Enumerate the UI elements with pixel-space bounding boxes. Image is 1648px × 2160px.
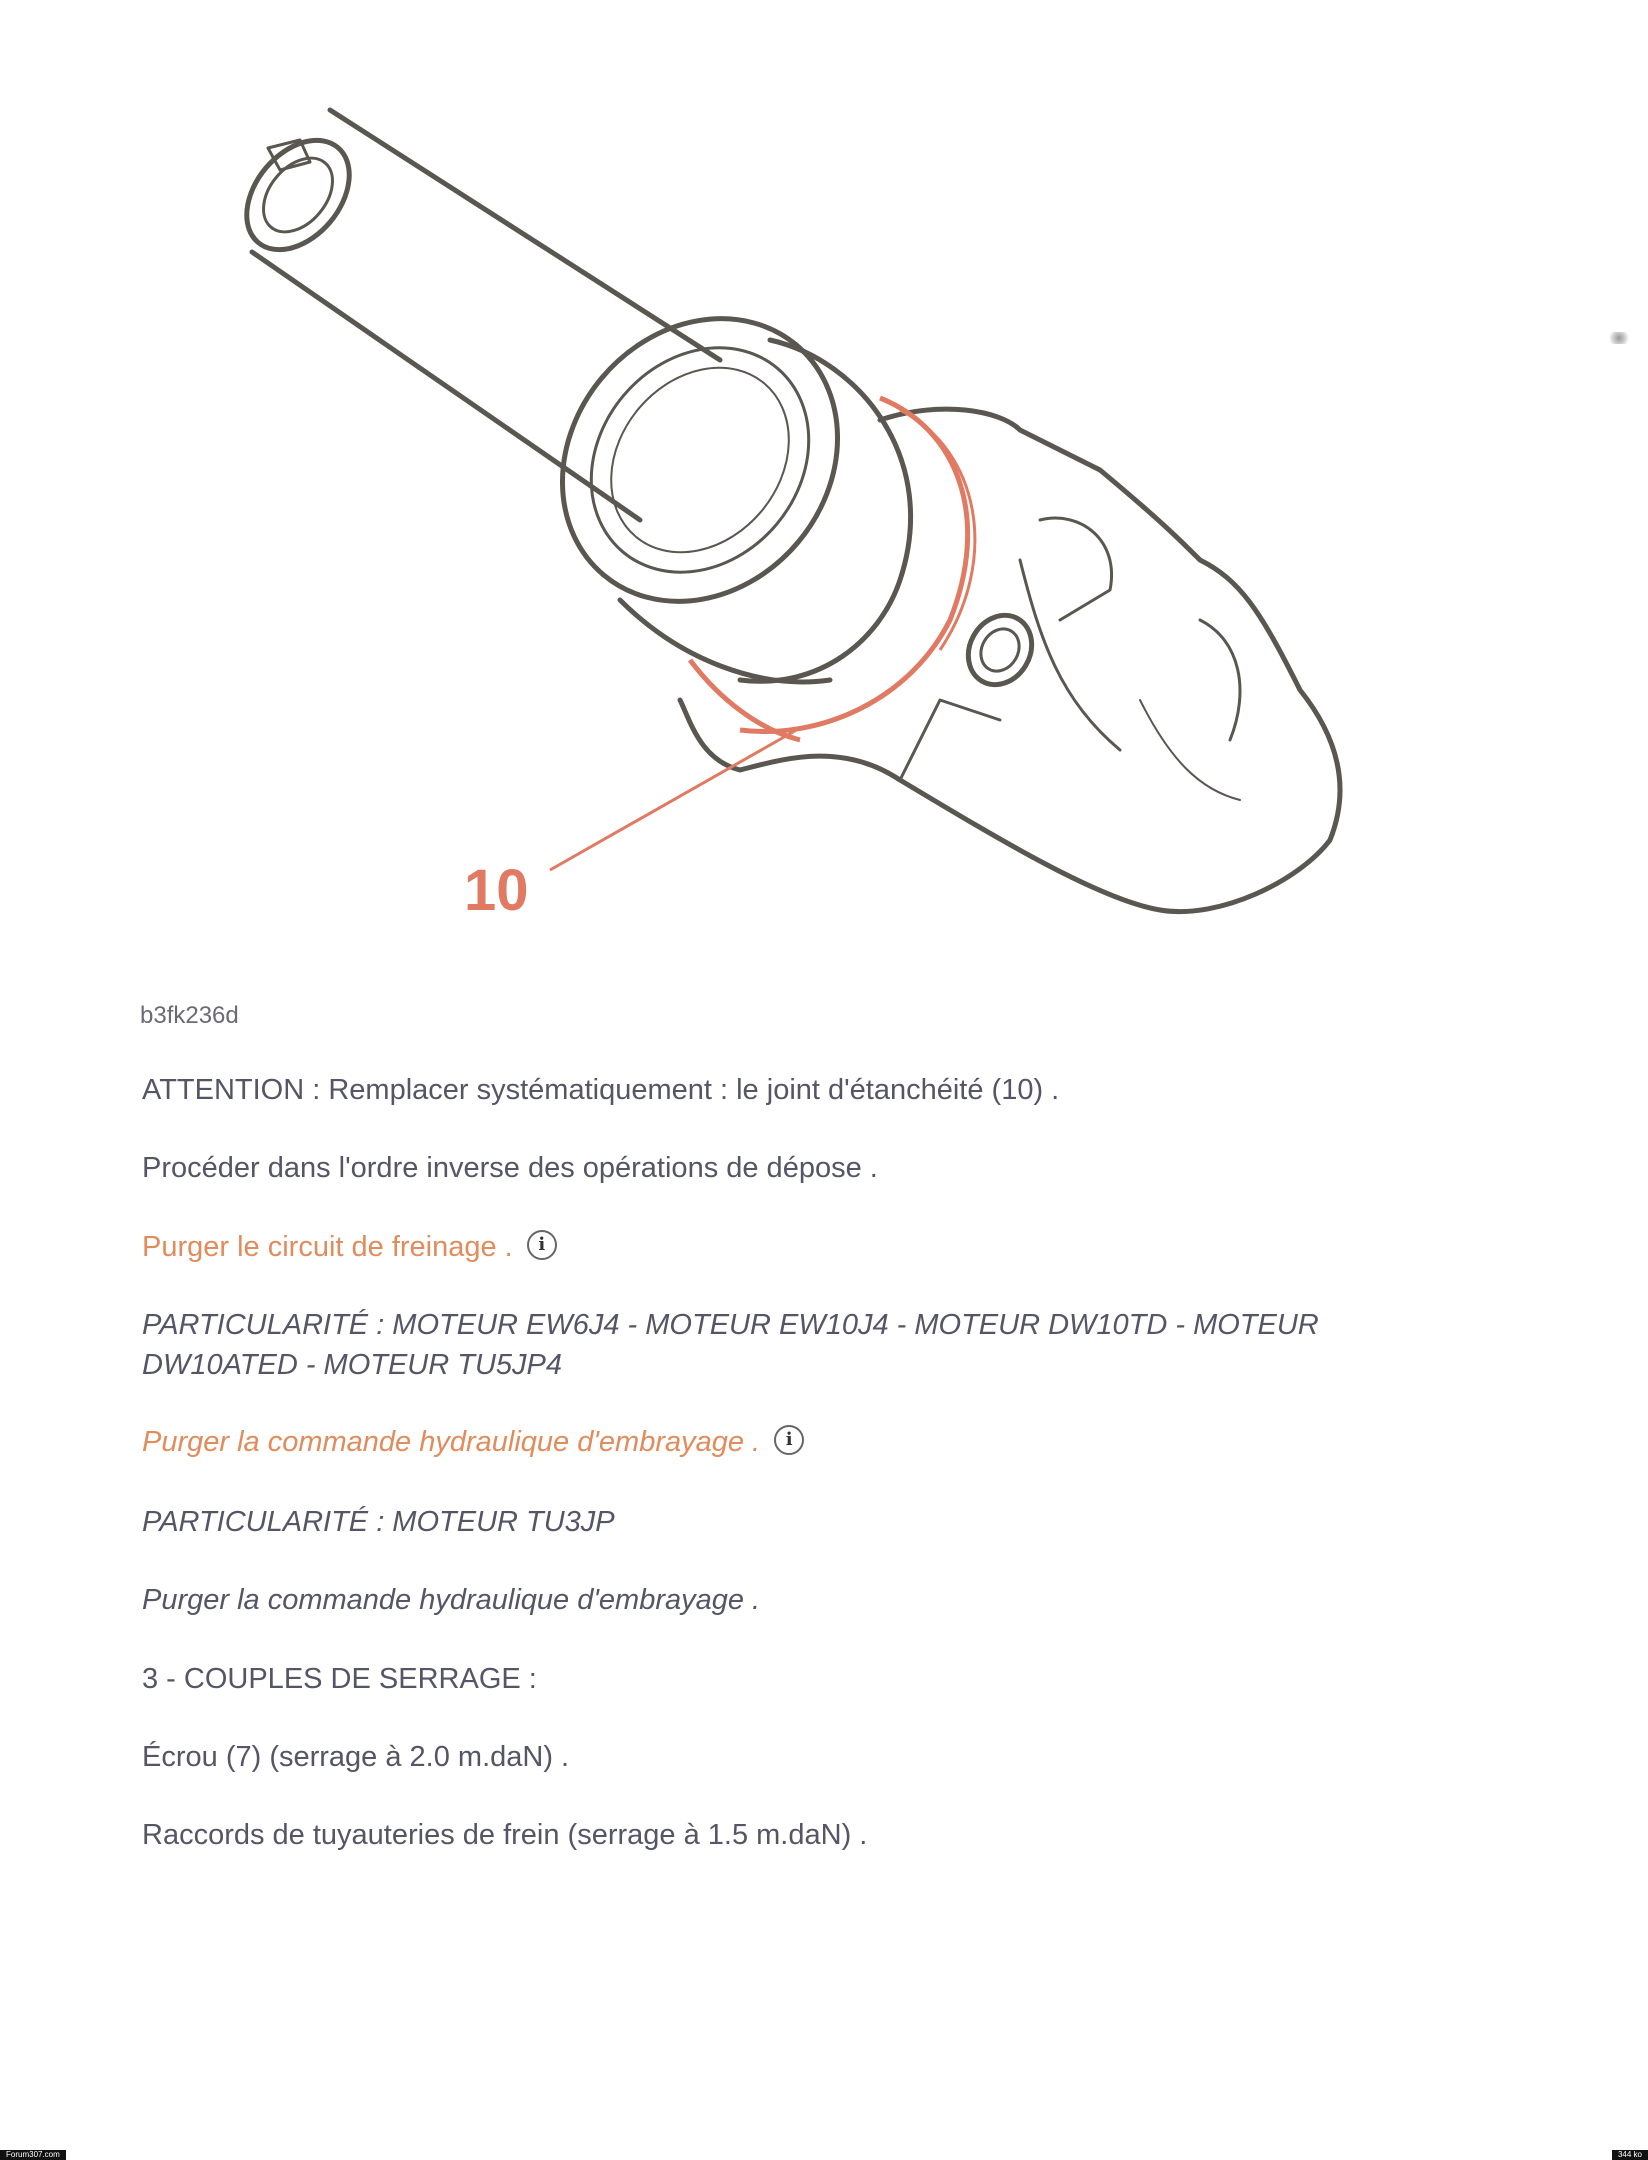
purge-clutch-text: Purger la commande hydraulique d'embrayage . <box>142 1584 761 1616</box>
particularite-heading-1: PARTICULARITÉ : MOTEUR EW6J4 - MOTEUR EW10J4 - MOTEUR DW10TD - MOTEUR <box>142 1309 1319 1341</box>
procedure-text: Procéder dans l'ordre inverse des opérations de dépose . <box>142 1152 878 1184</box>
callout-label-10: 10 <box>464 858 529 923</box>
footer-size-label: 344 ko <box>1612 2150 1648 2160</box>
purge-clutch-row[interactable] <box>142 1422 804 1462</box>
particularite-heading-2: PARTICULARITÉ : MOTEUR TU3JP <box>142 1506 615 1538</box>
torque-section-title: 3 - COUPLES DE SERRAGE : <box>142 1663 537 1695</box>
info-icon[interactable]: i <box>774 1425 804 1455</box>
torque-brake-fittings: Raccords de tuyauteries de frein (serrage à 1.5 m.daN) . <box>142 1819 868 1851</box>
purge-brake-row[interactable] <box>142 1227 557 1267</box>
scan-artifact <box>1606 332 1632 344</box>
info-icon[interactable]: i <box>527 1230 557 1260</box>
purge-brake-link[interactable]: Purger le circuit de freinage . <box>142 1231 513 1263</box>
particularite-heading-1-cont: DW10ATED - MOTEUR TU5JP4 <box>142 1349 563 1381</box>
footer-site-label: Forum307.com <box>0 2150 66 2160</box>
master-cylinder-illustration <box>0 0 1648 960</box>
purge-clutch-link[interactable]: Purger la commande hydraulique d'embrayage . <box>142 1426 761 1458</box>
torque-nut: Écrou (7) (serrage à 2.0 m.daN) . <box>142 1741 570 1773</box>
figure-reference-code: b3fk236d <box>140 1002 239 1029</box>
attention-text: ATTENTION : Remplacer systématiquement : le joint d'étanchéité (10) . <box>142 1074 1060 1106</box>
